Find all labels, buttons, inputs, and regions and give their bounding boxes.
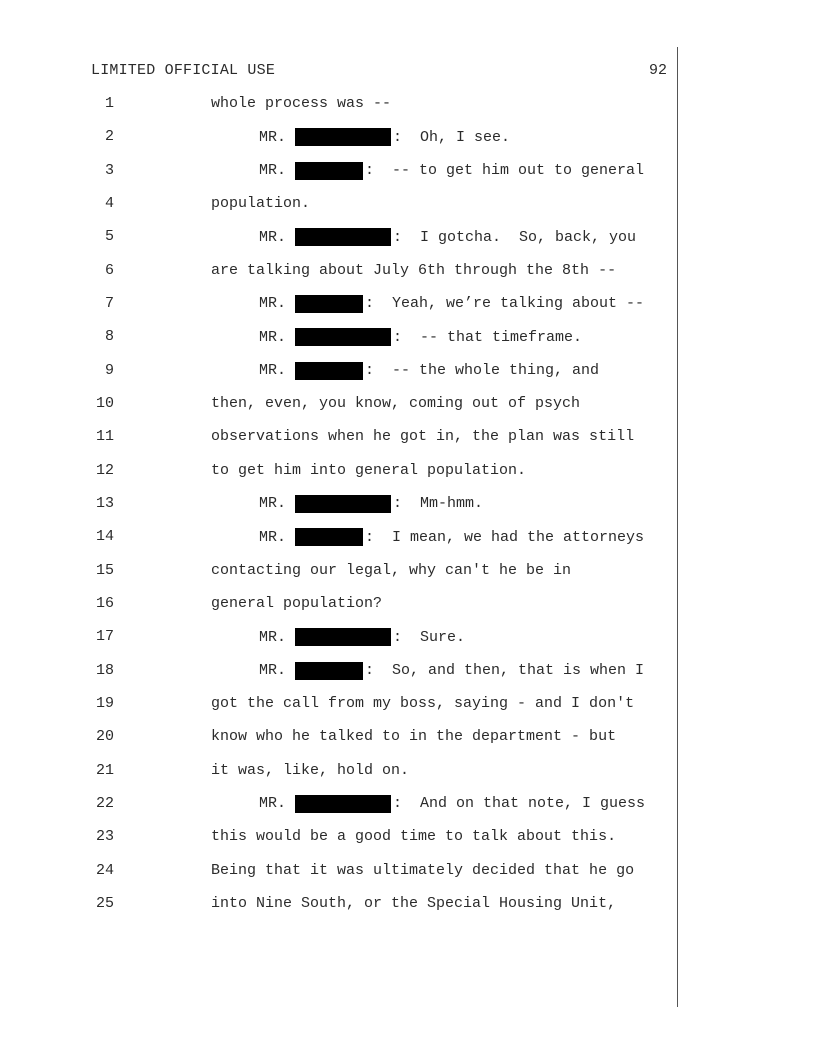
- transcript-line: [0, 828, 680, 850]
- speaker-line: [259, 328, 582, 346]
- redaction-box: [295, 128, 391, 146]
- line-text: into Nine South, or the Special Housing Unit,: [211, 894, 617, 912]
- speaker-text: : Mm-hmm.: [393, 495, 484, 513]
- line-number: 23: [95, 828, 114, 846]
- redaction-box: [295, 495, 391, 513]
- line-number: 17: [95, 628, 114, 646]
- line-text: population.: [211, 194, 311, 212]
- speaker-line: [259, 628, 465, 646]
- transcript-line: [0, 395, 680, 417]
- transcript-line: [0, 362, 680, 384]
- redaction-box: [295, 662, 363, 680]
- transcript-line: [0, 562, 680, 584]
- transcript-line: [0, 162, 680, 184]
- line-number: 7: [104, 294, 114, 312]
- line-number: 15: [95, 561, 114, 579]
- redaction-box: [295, 228, 391, 246]
- line-number: 22: [95, 794, 114, 812]
- transcript-line: [0, 695, 680, 717]
- speaker-prefix: MR.: [259, 795, 287, 813]
- speaker-line: [259, 362, 599, 380]
- speaker-line: [259, 795, 645, 813]
- transcript-line: [0, 495, 680, 517]
- speaker-prefix: MR.: [259, 228, 287, 246]
- transcript-line: [0, 762, 680, 784]
- line-number: 6: [104, 261, 114, 279]
- speaker-prefix: MR.: [259, 662, 287, 680]
- transcript-line: [0, 662, 680, 684]
- line-number: 21: [95, 761, 114, 779]
- speaker-prefix: MR.: [259, 162, 287, 180]
- speaker-text: : I gotcha. So, back, you: [393, 228, 637, 246]
- line-text: to get him into general population.: [211, 461, 527, 479]
- speaker-line: [259, 162, 644, 180]
- speaker-line: [259, 128, 510, 146]
- transcript-line: [0, 262, 680, 284]
- line-number: 8: [104, 328, 114, 346]
- page-number: 92: [649, 62, 668, 79]
- line-number: 13: [95, 494, 114, 512]
- speaker-text: : And on that note, I guess: [393, 795, 646, 813]
- line-text: contacting our legal, why can't he be in: [211, 561, 572, 579]
- speaker-prefix: MR.: [259, 295, 287, 313]
- line-text: it was, like, hold on.: [211, 761, 410, 779]
- line-number: 9: [104, 361, 114, 379]
- transcript-line: [0, 128, 680, 150]
- line-text: this would be a good time to talk about this.: [211, 828, 617, 846]
- speaker-text: : I mean, we had the attorneys: [365, 528, 645, 546]
- transcript-line: [0, 195, 680, 217]
- redaction-box: [295, 295, 363, 313]
- line-text: are talking about July 6th through the 8th --: [211, 261, 617, 279]
- transcript-line: [0, 595, 680, 617]
- transcript-line: [0, 795, 680, 817]
- speaker-text: : So, and then, that is when I: [365, 662, 645, 680]
- speaker-prefix: MR.: [259, 528, 287, 546]
- transcript-line: [0, 295, 680, 317]
- line-text: general population?: [211, 594, 383, 612]
- line-text: Being that it was ultimately decided that he go: [211, 861, 635, 879]
- speaker-line: [259, 495, 483, 513]
- line-number: 3: [104, 161, 114, 179]
- line-number: 1: [104, 95, 114, 112]
- speaker-prefix: MR.: [259, 628, 287, 646]
- speaker-prefix: MR.: [259, 128, 287, 146]
- line-number: 11: [95, 428, 114, 446]
- speaker-text: : Yeah, we’re talking about --: [365, 295, 645, 313]
- transcript-line: [0, 628, 680, 650]
- speaker-text: : -- that timeframe.: [393, 328, 583, 346]
- transcript-line: [0, 862, 680, 884]
- transcript-line: [0, 328, 680, 350]
- line-number: 5: [104, 228, 114, 246]
- redaction-box: [295, 328, 391, 346]
- speaker-line: [259, 528, 644, 546]
- line-text: know who he talked to in the department - but: [211, 728, 617, 746]
- line-number: 4: [104, 194, 114, 212]
- speaker-line: [259, 295, 644, 313]
- redaction-box: [295, 795, 391, 813]
- classification-header: LIMITED OFFICIAL USE: [91, 62, 276, 79]
- line-number: 19: [95, 694, 114, 712]
- transcript-line: [0, 528, 680, 550]
- transcript-line: [0, 95, 680, 117]
- redaction-box: [295, 362, 363, 380]
- speaker-line: [259, 662, 644, 680]
- line-number: 12: [95, 461, 114, 479]
- line-number: 24: [95, 861, 114, 879]
- speaker-text: : -- the whole thing, and: [365, 362, 600, 380]
- speaker-prefix: MR.: [259, 362, 287, 380]
- line-text: whole process was --: [211, 95, 392, 112]
- line-number: 25: [95, 894, 114, 912]
- line-number: 20: [95, 728, 114, 746]
- line-number: 10: [95, 394, 114, 412]
- redaction-box: [295, 162, 363, 180]
- speaker-prefix: MR.: [259, 328, 287, 346]
- line-number: 14: [95, 528, 114, 546]
- speaker-text: : -- to get him out to general: [365, 162, 645, 180]
- line-number: 16: [95, 594, 114, 612]
- transcript-line: [0, 462, 680, 484]
- line-number: 2: [104, 128, 114, 146]
- transcript-line: [0, 428, 680, 450]
- speaker-text: : Sure.: [393, 628, 466, 646]
- speaker-text: : Oh, I see.: [393, 128, 511, 146]
- transcript-line: [0, 728, 680, 750]
- line-text: then, even, you know, coming out of psych: [211, 394, 581, 412]
- transcript-line: [0, 228, 680, 250]
- transcript-line: [0, 895, 680, 917]
- line-text: got the call from my boss, saying - and I don't: [211, 694, 635, 712]
- redaction-box: [295, 528, 363, 546]
- speaker-prefix: MR.: [259, 495, 287, 513]
- speaker-line: [259, 228, 636, 246]
- redaction-box: [295, 628, 391, 646]
- line-text: observations when he got in, the plan was still: [211, 428, 635, 446]
- line-number: 18: [95, 661, 114, 679]
